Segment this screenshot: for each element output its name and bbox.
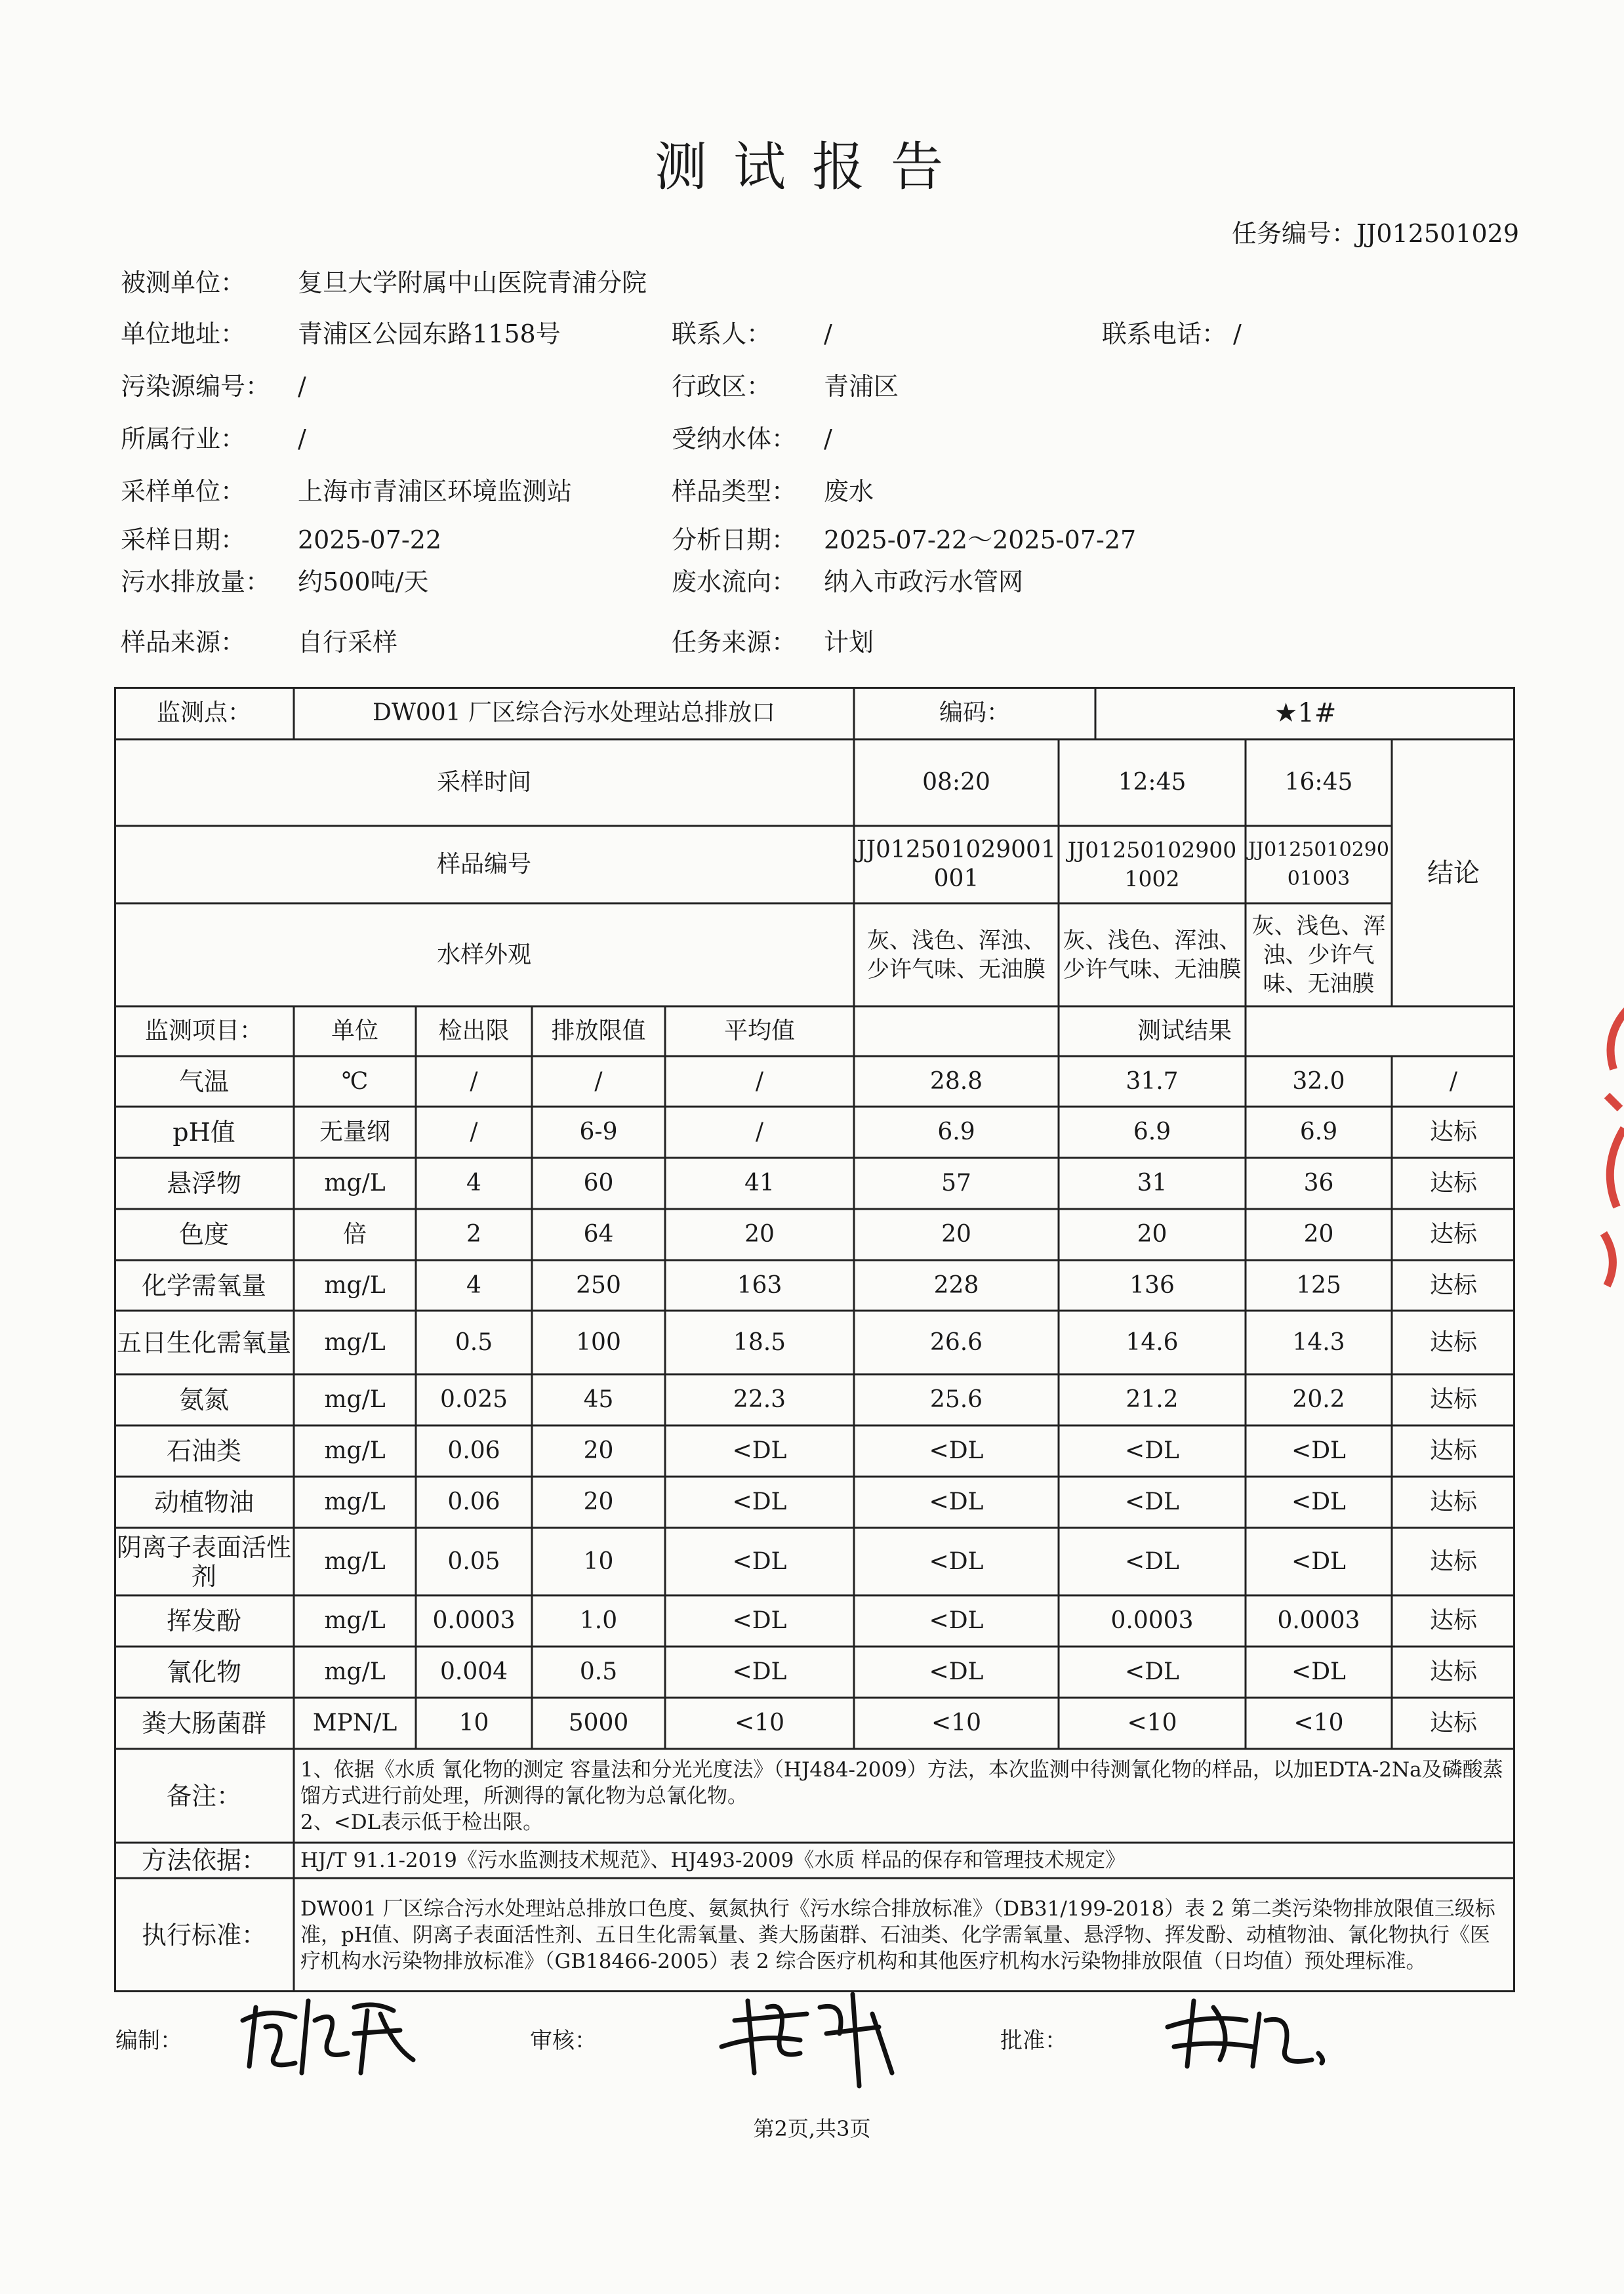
info-industry-value: /	[298, 424, 306, 453]
cell-item: 五日生化需氧量	[117, 1328, 292, 1357]
sampling-time-2: 12:45	[1118, 769, 1187, 796]
info-contact-label: 联系人：	[672, 319, 772, 348]
cell-unit: MPN/L	[312, 1710, 397, 1736]
cell-standard: 20	[583, 1488, 614, 1515]
cell-unit: mg/L	[324, 1607, 386, 1634]
cell-limit: 0.0003	[432, 1607, 516, 1634]
sample-no-2: JJ012501029001002	[1067, 837, 1237, 891]
info-water-body	[672, 419, 832, 455]
cell-r1: <DL	[929, 1607, 984, 1634]
cell-r2: 20	[1137, 1221, 1167, 1248]
cell-r1: 57	[941, 1170, 971, 1197]
cell-limit: 0.06	[447, 1488, 500, 1515]
cell-item: 悬浮物	[166, 1169, 241, 1198]
page-number: 第2页,共3页	[753, 2116, 871, 2141]
cell-avg: 18.5	[733, 1328, 786, 1356]
cell-avg: 20	[744, 1221, 775, 1248]
appearance-label: 水样外观	[436, 941, 531, 968]
cell-avg: <DL	[732, 1607, 787, 1634]
info-source-no-label: 污染源编号：	[121, 372, 271, 401]
cell-standard: 60	[583, 1170, 614, 1197]
cell-limit: /	[470, 1118, 478, 1145]
cell-item: 化学需氧量	[141, 1271, 266, 1300]
cell-unit: mg/L	[324, 1386, 386, 1413]
code-value: ★1#	[1274, 698, 1337, 728]
cell-limit: 0.025	[439, 1386, 508, 1413]
info-contact-value: /	[824, 319, 832, 348]
cell-r2: 0.0003	[1110, 1607, 1194, 1634]
info-task-source	[672, 622, 874, 658]
cell-r3: <DL	[1291, 1488, 1346, 1515]
cell-r1: 6.9	[937, 1118, 975, 1145]
cell-r2: 136	[1129, 1271, 1175, 1299]
cell-r2: <10	[1127, 1710, 1177, 1736]
cell-r3: <DL	[1291, 1547, 1346, 1575]
info-addr-label: 单位地址：	[121, 319, 246, 348]
info-phone-label: 联系电话：	[1102, 319, 1227, 348]
cell-item: 气温	[178, 1067, 229, 1096]
cell-r3: 125	[1296, 1271, 1341, 1299]
sample-no-3: JJ012501029001003	[1248, 838, 1389, 890]
cell-avg: 22.3	[733, 1386, 786, 1413]
cell-limit: 2	[466, 1221, 481, 1248]
appearance-3: 灰、浅色、浑浊、少许气味、无油膜	[1251, 912, 1386, 997]
red-stamp	[1600, 997, 1624, 1325]
approver-label: 批准：	[1000, 2028, 1067, 2054]
info-water-body-label: 受纳水体：	[672, 424, 797, 453]
cell-conclusion: 达标	[1429, 1221, 1477, 1248]
cell-unit: mg/L	[324, 1170, 386, 1197]
cell-r3: <DL	[1291, 1437, 1346, 1464]
cell-conclusion: 达标	[1429, 1328, 1477, 1356]
cell-r1: <DL	[929, 1488, 984, 1515]
info-sample-type-label: 样品类型：	[672, 477, 797, 506]
info-industry	[121, 419, 306, 455]
appearance-1: 灰、浅色、浑浊、少许气味、无油膜	[867, 927, 1045, 983]
sampling-time-label: 采样时间	[436, 769, 531, 796]
info-sample-date-value: 2025-07-22	[298, 525, 442, 554]
cell-avg: /	[755, 1067, 764, 1095]
cell-r3: <10	[1293, 1710, 1344, 1736]
cell-conclusion: 达标	[1429, 1170, 1477, 1197]
cell-unit: 无量纲	[319, 1118, 390, 1145]
appearance-2: 灰、浅色、浑浊、少许气味、无油膜	[1063, 927, 1242, 983]
monitor-point-value: DW001 厂区综合污水处理站总排放口	[372, 699, 776, 726]
cell-conclusion: 达标	[1429, 1607, 1477, 1634]
cell-r3: 32.0	[1292, 1067, 1345, 1095]
cell-avg: <DL	[732, 1437, 787, 1464]
remark-label: 备注：	[166, 1781, 241, 1811]
info-flow-label: 废水流向：	[672, 567, 797, 596]
cell-limit: 0.5	[455, 1328, 493, 1356]
cell-r2: <DL	[1125, 1547, 1179, 1575]
cell-unit: mg/L	[324, 1437, 386, 1464]
cell-r1: <DL	[929, 1658, 984, 1685]
info-source-no-value: /	[298, 372, 306, 401]
cell-conclusion: 达标	[1429, 1386, 1477, 1413]
info-origin-value: 自行采样	[298, 628, 398, 657]
cell-limit: 0.05	[447, 1547, 500, 1575]
reviewer-label: 审核：	[530, 2028, 597, 2054]
cell-item: pH值	[173, 1118, 235, 1147]
cell-item: 氰化物	[166, 1658, 241, 1687]
info-sample-date	[121, 520, 441, 556]
info-flow-value: 纳入市政污水管网	[824, 567, 1024, 596]
cell-item: 动植物油	[153, 1488, 254, 1517]
cell-conclusion: 达标	[1429, 1488, 1477, 1515]
cell-unit: mg/L	[324, 1488, 386, 1515]
cell-conclusion: 达标	[1429, 1658, 1477, 1685]
report-table	[114, 687, 1515, 1992]
cell-standard: 64	[583, 1221, 614, 1248]
cell-standard: 250	[576, 1271, 621, 1299]
cell-r1: 20	[941, 1221, 971, 1248]
info-analysis-date	[672, 520, 1136, 556]
info-discharge-label: 污水排放量：	[121, 567, 271, 596]
cell-r3: 20.2	[1292, 1386, 1345, 1413]
info-task-source-value: 计划	[824, 628, 874, 657]
cell-avg: 41	[744, 1170, 775, 1197]
cell-unit: mg/L	[324, 1547, 386, 1575]
info-sample-type-value: 废水	[824, 477, 874, 506]
cell-unit: ℃	[341, 1067, 369, 1095]
info-sampler	[121, 471, 572, 507]
info-source-no	[121, 366, 306, 402]
cell-unit: mg/L	[324, 1328, 386, 1356]
info-sample-date-label: 采样日期：	[121, 525, 246, 554]
cell-r2: 21.2	[1126, 1386, 1179, 1413]
remark-content	[294, 1749, 1515, 1843]
info-district-label: 行政区：	[672, 372, 772, 401]
info-sampler-label: 采样单位：	[121, 477, 246, 506]
info-task-source-label: 任务来源：	[672, 628, 797, 657]
info-origin-label: 样品来源：	[121, 628, 246, 657]
cell-conclusion: 达标	[1429, 1547, 1477, 1575]
cell-r1: 28.8	[929, 1067, 983, 1095]
info-phone	[1102, 314, 1242, 350]
cell-r1: <10	[931, 1710, 981, 1736]
info-phone-value: /	[1233, 319, 1242, 348]
cell-standard: /	[594, 1067, 603, 1095]
method-value: HJ/T 91.1-2019《污水监测技术规范》、HJ493-2009《水质 样品的保存和管理技术规定》	[300, 1849, 1126, 1872]
cell-avg: 163	[737, 1271, 782, 1299]
cell-unit: 倍	[342, 1221, 367, 1248]
col-unit: 单位	[331, 1017, 378, 1044]
info-discharge-value: 约500吨/天	[298, 567, 429, 596]
cell-r1: <DL	[929, 1437, 984, 1464]
cell-standard: 20	[583, 1437, 614, 1464]
col-results: 测试结果	[1137, 1017, 1232, 1044]
approver-signature	[1154, 1981, 1338, 2086]
info-sample-type	[672, 471, 874, 507]
cell-limit: 4	[466, 1271, 481, 1299]
cell-avg: /	[755, 1118, 764, 1145]
info-analysis-date-label: 分析日期：	[672, 525, 797, 554]
cell-avg: <DL	[732, 1547, 787, 1575]
info-district	[672, 366, 899, 402]
cell-avg: <DL	[732, 1488, 787, 1515]
col-item: 监测项目：	[144, 1017, 263, 1044]
cell-r2: <DL	[1125, 1437, 1179, 1464]
info-addr-value: 青浦区公园东路1158号	[298, 319, 561, 348]
cell-r2: <DL	[1125, 1488, 1179, 1515]
cell-avg: <DL	[732, 1658, 787, 1685]
cell-r3: <DL	[1291, 1658, 1346, 1685]
cell-item: 阴离子表面活性剂	[117, 1532, 292, 1591]
info-unit	[121, 262, 647, 298]
cell-avg: <10	[735, 1710, 784, 1736]
monitor-point-label: 监测点：	[156, 699, 251, 726]
cell-item: 粪大肠菌群	[141, 1709, 266, 1738]
cell-r3: 6.9	[1299, 1118, 1338, 1145]
standard-label: 执行标准：	[141, 1921, 266, 1950]
cell-conclusion: /	[1449, 1067, 1458, 1095]
info-discharge	[121, 562, 428, 598]
col-standard: 排放限值	[551, 1017, 646, 1044]
method-label: 方法依据：	[141, 1846, 266, 1875]
info-origin	[121, 622, 397, 658]
cell-conclusion: 达标	[1429, 1118, 1477, 1145]
cell-standard: 10	[583, 1547, 614, 1575]
remark-1: 1、依据《水质 氰化物的测定 容量法和分光光度法》（HJ484-2009）方法，本次监测中待测氰化物的样品，以加EDTA-2Na及磷酸蒸馏方式进行前处理，所测得的氰化物为总氰化物。	[300, 1757, 1503, 1808]
sample-no-label: 样品编号	[436, 851, 531, 878]
standard-value: DW001 厂区综合污水处理站总排放口色度、氨氮执行《污水综合排放标准》（DB31/199-2018）表 2 第二类污染物排放限值三级标准，pH值、阴离子表面活性剂、五日生化需氧量、粪大肠菌群、石油类、化学需氧量、悬浮物、挥发酚、动植物油、氰化物执行《医疗机构水污染物排放标准》（GB18466-2005）表 2 综合医疗机构和其他医疗机构水污染物排放限值（日均值）预处理标准。	[300, 1897, 1495, 1973]
cell-standard: 100	[576, 1328, 621, 1356]
cell-r2: 14.6	[1126, 1328, 1179, 1356]
cell-limit: 4	[466, 1170, 481, 1197]
cell-r1: <DL	[929, 1547, 984, 1575]
sample-no-1: JJ012501029001001	[857, 836, 1056, 892]
remark-2: 2、<DL表示低于检出限。	[300, 1810, 544, 1834]
cell-limit: 10	[458, 1710, 489, 1736]
cell-r3: 20	[1303, 1221, 1334, 1248]
cell-standard: 45	[583, 1386, 614, 1413]
info-sampler-value: 上海市青浦区环境监测站	[298, 477, 573, 506]
cell-r3: 14.3	[1292, 1328, 1345, 1356]
compiler-signature	[230, 1981, 426, 2086]
info-unit-label: 被测单位：	[121, 268, 246, 297]
cell-r3: 36	[1303, 1170, 1334, 1197]
cell-r1: 26.6	[929, 1328, 983, 1356]
cell-limit: /	[470, 1067, 478, 1095]
cell-r2: 6.9	[1133, 1118, 1171, 1145]
conclusion-label: 结论	[1427, 857, 1480, 888]
cell-conclusion: 达标	[1429, 1271, 1477, 1299]
cell-item: 挥发酚	[166, 1607, 241, 1635]
info-water-body-value: /	[824, 424, 832, 453]
cell-conclusion: 达标	[1429, 1710, 1477, 1736]
reviewer-signature	[708, 1975, 905, 2093]
cell-standard: 5000	[568, 1710, 629, 1736]
sampling-time-1: 08:20	[922, 769, 990, 796]
cell-item: 色度	[178, 1220, 229, 1249]
col-average: 平均值	[723, 1017, 795, 1044]
info-contact	[672, 314, 832, 350]
info-unit-value: 复旦大学附属中山医院青浦分院	[298, 268, 647, 297]
info-analysis-date-value: 2025-07-22～2025-07-27	[824, 525, 1137, 554]
cell-limit: 0.004	[439, 1658, 508, 1685]
cell-r2: 31.7	[1126, 1067, 1179, 1095]
cell-unit: mg/L	[324, 1658, 386, 1685]
cell-standard: 6-9	[579, 1118, 618, 1145]
info-flow	[672, 562, 1023, 598]
cell-item: 石油类	[166, 1437, 241, 1465]
cell-r2: <DL	[1125, 1658, 1179, 1685]
cell-r3: 0.0003	[1277, 1607, 1360, 1634]
info-district-value: 青浦区	[824, 372, 899, 401]
cell-r1: 25.6	[929, 1386, 983, 1413]
cell-r1: 228	[933, 1271, 979, 1299]
cell-standard: 1.0	[579, 1607, 618, 1634]
cell-conclusion: 达标	[1429, 1437, 1477, 1464]
cell-item: 氨氮	[178, 1385, 229, 1414]
cell-standard: 0.5	[579, 1658, 618, 1685]
code-label: 编码：	[939, 699, 1010, 726]
task-number: 任务编号：JJ012501029	[1231, 219, 1519, 248]
page-title: 测试报告	[655, 136, 969, 197]
compiler-label: 编制：	[115, 2028, 182, 2054]
cell-limit: 0.06	[447, 1437, 500, 1464]
cell-unit: mg/L	[324, 1271, 386, 1299]
cell-r2: 31	[1137, 1170, 1167, 1197]
sampling-time-3: 16:45	[1284, 769, 1353, 796]
col-limit: 检出限	[438, 1017, 510, 1044]
info-addr	[121, 314, 561, 350]
info-industry-label: 所属行业：	[121, 424, 246, 453]
